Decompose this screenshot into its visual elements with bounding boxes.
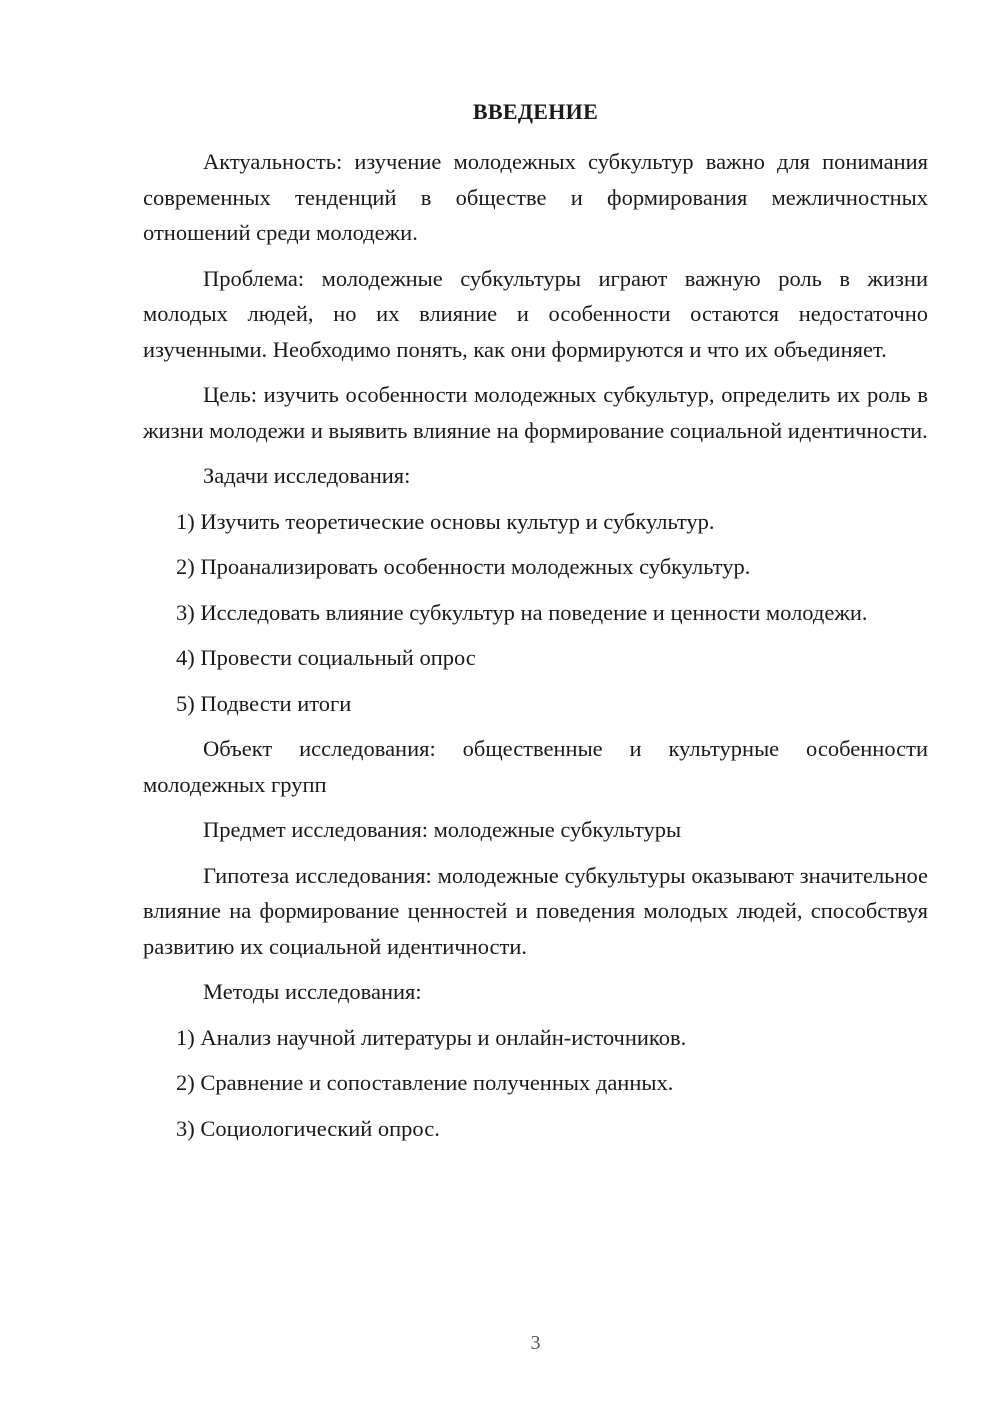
paragraph-object: Объект исследования: общественные и культурные особенности молодежных групп <box>143 736 928 797</box>
list-item-task-1: 1) Изучить теоретические основы культур и субкультур. <box>176 508 715 534</box>
paragraph-subject: Предмет исследования: молодежные субкультуры <box>203 817 682 842</box>
list-item-task-4: 4) Провести социальный опрос <box>176 645 476 670</box>
list-item-method-2: 2) Сравнение и сопоставление полученных данных. <box>176 1070 674 1095</box>
list-item-task-2: 2) Проанализировать особенности молодежных субкультур. <box>176 554 751 579</box>
list-item-method-3: 3) Социологический опрос. <box>176 1115 440 1141</box>
paragraph-methods-heading: Методы исследования: <box>203 979 422 1004</box>
list-item-task-3: 3) Исследовать влияние субкультур на поведение и ценности молодежи. <box>176 599 868 625</box>
paragraph-goal: Цель: изучить особенности молодежных субкультур, определить их роль в жизни молодежи и выявить влияние на формирование социальной идентичности. <box>143 382 928 443</box>
list-item-method-1: 1) Анализ научной литературы и онлайн-источников. <box>176 1024 687 1050</box>
body-text <box>143 144 928 1156</box>
page-number: 3 <box>530 1332 541 1354</box>
document-page <box>143 0 928 1414</box>
paragraph-relevance: Актуальность: изучение молодежных субкультур важно для понимания современных тенденций в обществе и формирования межличностных отношений среди молодежи. <box>143 149 928 245</box>
paragraph-hypothesis: Гипотеза исследования: молодежные субкультуры оказывают значительное влияние на формирование ценностей и поведения молодых людей, способствуя развитию их социальной идентичности. <box>143 862 928 959</box>
paragraph-tasks-heading: Задачи исследования: <box>203 463 411 488</box>
section-title: ВВЕДЕНИЕ <box>472 99 599 124</box>
list-item-task-5: 5) Подвести итоги <box>176 690 352 716</box>
paragraph-problem: Проблема: молодежные субкультуры играют важную роль в жизни молодых людей, но их влияние и особенности остаются недостаточно изученными. Необходимо понять, как они формируются и что их объединяет. <box>143 265 928 362</box>
